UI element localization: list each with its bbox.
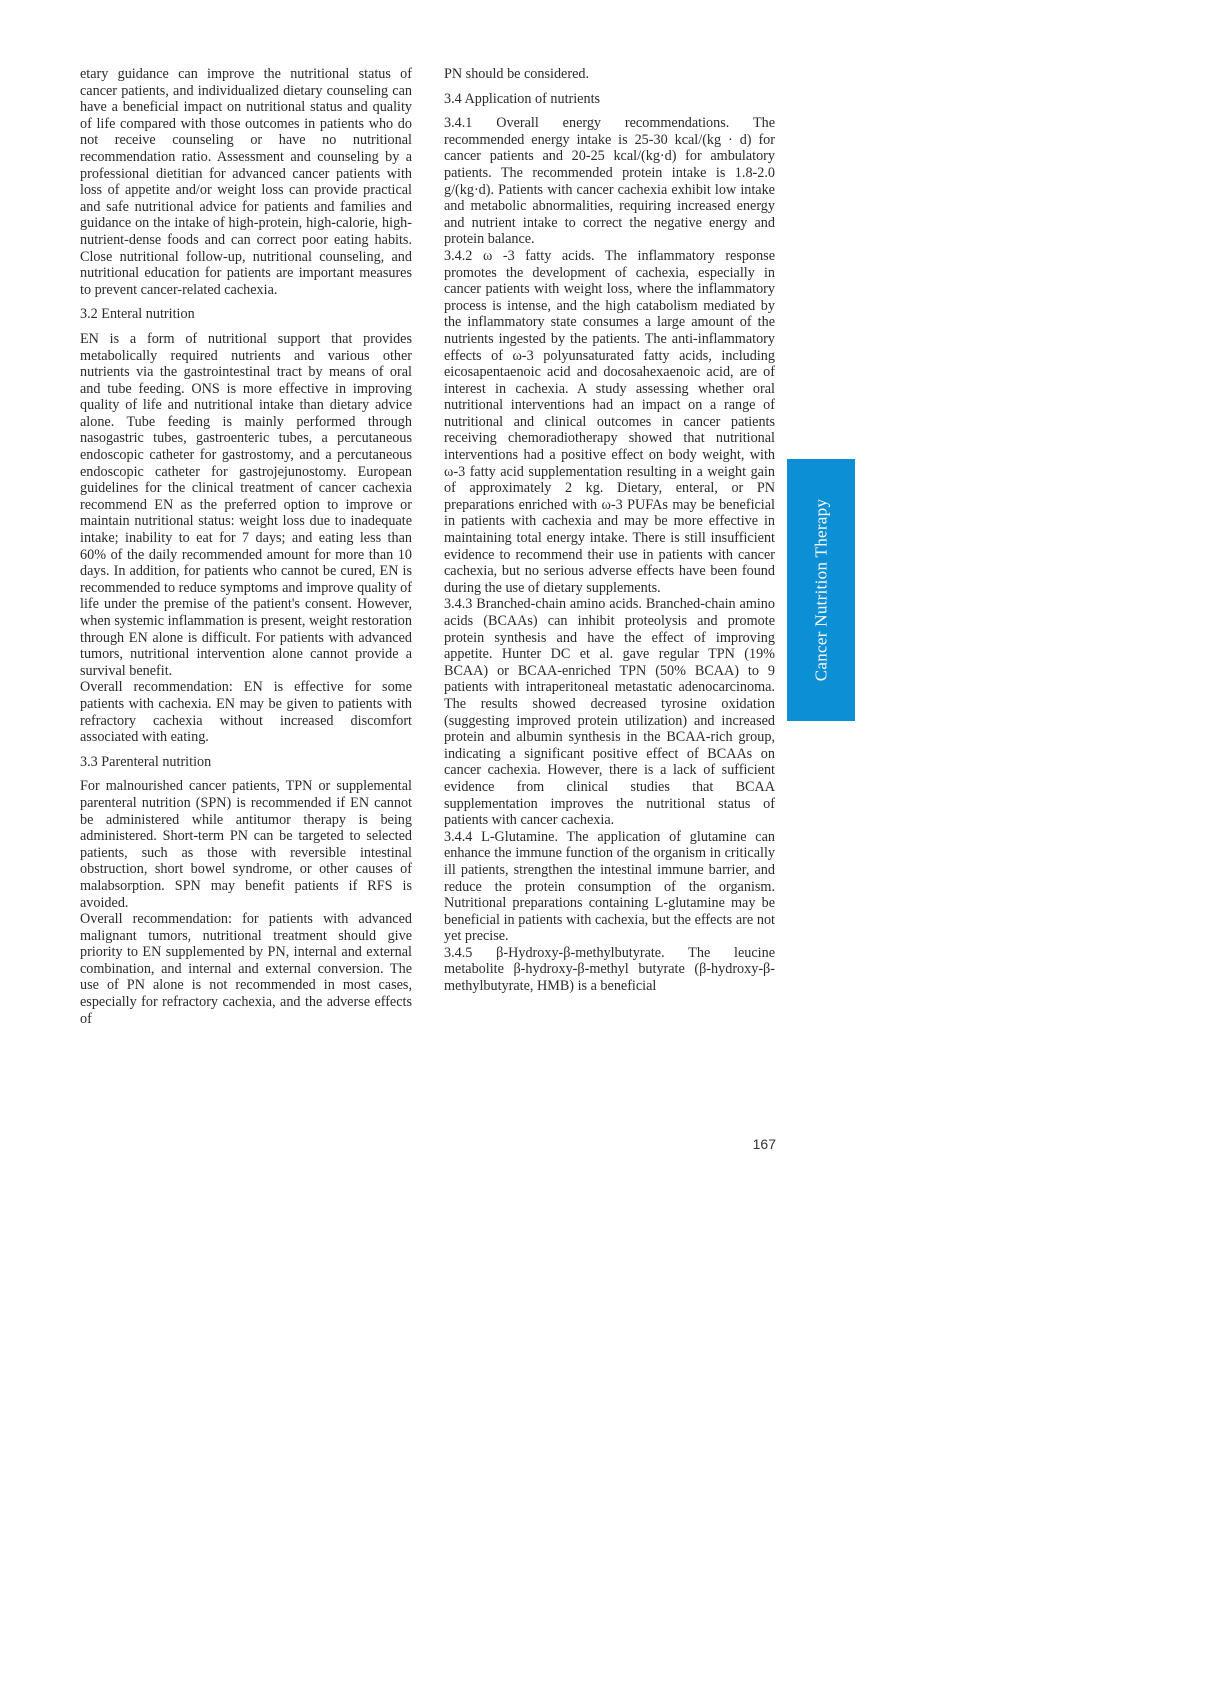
- paragraph-dietary-guidance: etary guidance can improve the nutritional status of cancer patients, and individualized dietary counseling can have a beneficial impact on nutritional status and quality of life compared with those outcomes in patients who do not receive counseling or have no nutritional recommendation ratio. Assessment and counseling by a professional dietitian for advanced cancer patients with loss of appetite and/or weight loss can provide practical and safe nutritional advice for patients and families and guidance on the intake of high-protein, high-calorie, high-nutrient-dense foods and can correct poor eating habits. Close nutritional follow-up, nutritional counseling, and nutritional education for patients are important measures to prevent cancer-related cachexia.: [80, 66, 412, 298]
- paragraph-enteral-recommendation: Overall recommendation: EN is effective for some patients with cachexia. EN may be given to patients with refractory cachexia without increased discomfort associated with eating.: [80, 679, 412, 746]
- side-section-tab: [787, 459, 855, 721]
- paragraph-enteral-nutrition: EN is a form of nutritional support that provides metabolically required nutrients and various other nutrients via the gastrointestinal tract by means of oral and tube feeding. ONS is more effective in improving quality of life and nutritional intake than dietary advice alone. Tube feeding is mainly performed through nasogastric tubes, gastroenteric tubes, a percutaneous endoscopic catheter for gastrostomy, and a percutaneous endoscopic catheter for gastrojejunostomy. European guidelines for the clinical treatment of cancer cachexia recommend EN as the preferred option to improve or maintain nutritional status: weight loss due to inadequate intake; inability to eat for 7 days; and eating less than 60% of the daily recommended amount for more than 10 days. In addition, for patients who cannot be cured, EN is recommended to reduce symptoms and improve quality of life under the premise of the patient's consent. However, when systemic inflammation is present, weight restoration through EN alone is difficult. For patients with advanced tumors, nutritional intervention alone cannot provide a survival benefit.: [80, 330, 412, 679]
- heading-application-of-nutrients: 3.4 Application of nutrients: [444, 90, 601, 107]
- paragraph-omega-3-fatty-acids: 3.4.2 ω -3 fatty acids. The inflammatory response promotes the development of cachexia, especially in cancer patients with weight loss, where the inflammatory process is intense, and the high catabolism mediated by the inflammatory state consumes a large amount of the nutrients ingested by the patients. The anti-inflammatory effects of ω-3 polyunsaturated fatty acids, including eicosapentaenoic acid and docosahexaenoic acid, are of interest in cachexia. A study assessing whether oral nutritional interventions had an impact on a range of nutritional and clinical outcomes in cancer patients receiving chemoradiotherapy showed that nutritional interventions had a positive effect on body weight, with ω-3 fatty acid supplementation resulting in a weight gain of approximately 2 kg. Dietary, enteral, or PN preparations enriched with ω-3 PUFAs may be beneficial in patients with cachexia and may be more effective in maintaining total energy intake. There is still insufficient evidence to recommend their use in patients with cancer cachexia, but no serious adverse effects have been found during the use of dietary supplements.: [444, 247, 775, 596]
- paragraph-parenteral-nutrition: For malnourished cancer patients, TPN or supplemental parenteral nutrition (SPN) is recommended if EN cannot be administered while antitumor therapy is being administered. Short-term PN can be targeted to selected patients, such as those with reversible intestinal obstruction, short bowel syndrome, or other causes of malabsorption. SPN may benefit patients if RFS is avoided.: [80, 778, 412, 911]
- paragraph-branched-chain-amino-acids: 3.4.3 Branched-chain amino acids. Branched-chain amino acids (BCAAs) can inhibit proteolysis and promote protein synthesis and have the effect of improving appetite. Hunter DC et al. gave regular TPN (19% BCAA) or BCAA-enriched TPN (50% BCAA) to 9 patients with intraperitoneal metastatic adenocarcinoma. The results showed decreased tyrosine oxidation (suggesting improved protein utilization) and increased protein and albumin synthesis in the BCAA-rich group, indicating a significant positive effect of BCAAs on cancer cachexia. However, there is a lack of sufficient evidence from clinical studies that BCAA supplementation improves the nutritional status of patients with cancer cachexia.: [444, 596, 775, 829]
- left-column: [80, 66, 412, 1027]
- paragraph-pn-continued: PN should be considered.: [444, 66, 590, 82]
- right-column: [444, 66, 775, 995]
- paragraph-hmb: 3.4.5 β-Hydroxy-β-methylbutyrate. The leucine metabolite β-hydroxy-β-methyl butyrate (β-hydroxy-β-methylbutyrate, HMB) is a beneficial: [444, 944, 775, 995]
- heading-parenteral-nutrition: 3.3 Parenteral nutrition: [80, 753, 212, 770]
- page-number: 167: [752, 1136, 776, 1152]
- side-tab-label: Cancer Nutrition Therapy: [811, 498, 830, 682]
- paragraph-energy-recommendations: 3.4.1 Overall energy recommendations. The recommended energy intake is 25-30 kcal/(kg · d) for cancer patients and 20-25 kcal/(kg·d) for ambulatory patients. The recommended protein intake is 1.8-2.0 g/(kg·d). Patients with cancer cachexia exhibit low intake and metabolic abnormalities, requiring increased energy and nutrient intake to correct the negative energy and protein balance.: [444, 115, 775, 248]
- heading-enteral-nutrition: 3.2 Enteral nutrition: [80, 306, 195, 323]
- paragraph-l-glutamine: 3.4.4 L-Glutamine. The application of glutamine can enhance the immune function of the organism in critically ill patients, strengthen the intestinal immune barrier, and reduce the protein consumption of the organism. Nutritional preparations containing L-glutamine may be beneficial in patients with cachexia, but the effects are not yet precise.: [444, 828, 775, 945]
- paragraph-parenteral-recommendation: Overall recommendation: for patients with advanced malignant tumors, nutritional treatment should give priority to EN supplemented by PN, internal and external combination, and internal and external conversion. The use of PN alone is not recommended in most cases, especially for refractory cachexia, and the adverse effects of: [80, 911, 412, 1027]
